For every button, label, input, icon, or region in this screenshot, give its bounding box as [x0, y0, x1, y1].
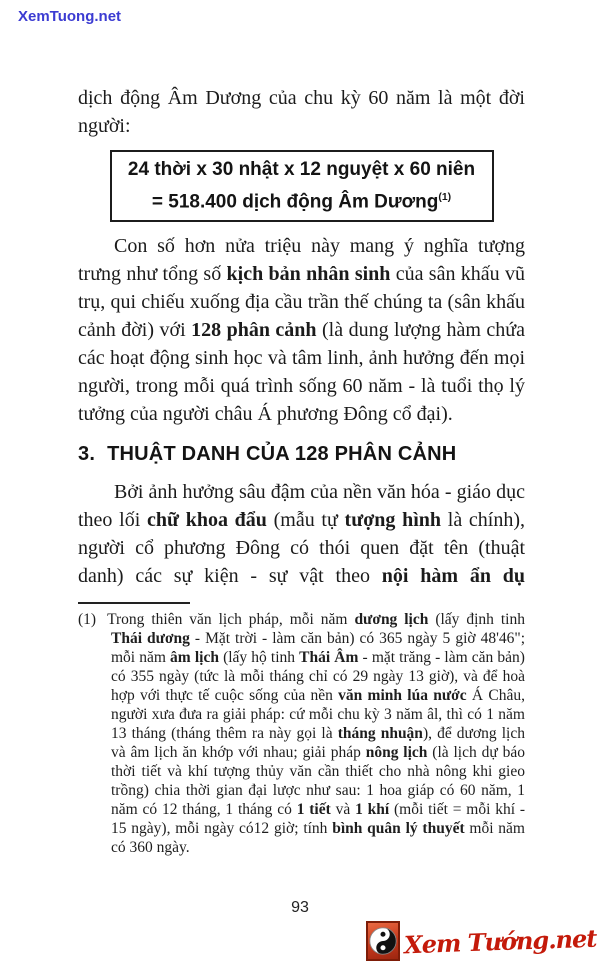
- section-number: 3.: [78, 443, 96, 466]
- yin-yang-icon: [366, 921, 400, 961]
- page-number: 93: [291, 899, 309, 916]
- formula-line-2: [118, 184, 486, 216]
- logo-text: Xem Tướng.net: [403, 923, 597, 959]
- paragraph-2: Con số hơn nửa triệu này mang ý nghĩa tượng trưng như tổng số kịch bản nhân sinh của sân khấu vũ trụ, qui chiếu xuống địa cầu trần thế chúng ta (sân khấu cảnh đời) với 128 phân cảnh (là dung lượng hàm chứa các hoạt động sinh học và tâm linh, ảnh hưởng đến mọi người, trong mỗi quá trình sống 60 năm - là tuổi thọ lý tưởng của người châu Á phương Đông cổ đại).: [78, 235, 526, 426]
- section-heading: [78, 442, 525, 466]
- footnote-text: [78, 610, 525, 857]
- formula-line-1: 24 thời x 30 nhật x 12 nguyệt x 60 niên: [127, 159, 476, 180]
- site-logo[interactable]: [366, 921, 596, 961]
- footnote-reference: (1): [438, 192, 452, 203]
- footnote-body: Trong thiên văn lịch pháp, mỗi năm dương lịch (lấy định tinh Thái dương - Mặt trời - làm căn bản) có 365 ngày 5 giờ 48'46"; mỗi năm âm lịch (lấy hộ tinh Thái Âm - mặt trăng - làm căn bản) có 355 ngày (tức là mỗi tháng chỉ có 29 ngày 13 giờ), và để hoà hợp với thực tế cuộc sống của nền văn minh lúa nước Á Châu, người xưa đưa ra giải pháp: cứ mỗi chu kỳ 3 năm âl, thì có 1 năm 13 tháng (tháng thêm ra này gọi là tháng nhuận), để dương lịch và âm lịch ăn khớp với nhau; giải pháp nông lịch (là lịch dự báo thời tiết và khí tượng thủy văn cần thiết cho nhà nông khi gieo trồng) chia thời gian đại lược như sau: 1 hoa giáp có 60 năm, 1 năm có 12 tháng, 1 tháng có 1 tiết và 1 khí (mỗi tiết = mỗi khí - 15 ngày), mỗi ngày có12 giờ; tính bình quân lý thuyết mỗi năm có 360 ngày.: [107, 611, 526, 857]
- footnote-separator: [78, 602, 190, 604]
- formula-box: [110, 150, 494, 222]
- footnote-marker: (1): [78, 611, 97, 629]
- formula-line-2-text: = 518.400 dịch động Âm Dương: [151, 191, 439, 213]
- footnote-block: [78, 602, 525, 857]
- section-title: THUẬT DANH CỦA 128 PHÂN CẢNH: [107, 443, 457, 466]
- watermark-link[interactable]: XemTuong.net: [18, 8, 122, 25]
- paragraph-continuation: dịch động Âm Dương của chu kỳ 60 năm là một đời người:: [78, 87, 525, 137]
- paragraph-3: Bởi ảnh hưởng sâu đậm của nền văn hóa - giáo dục theo lối chữ khoa đẩu (mẫu tự tượng hình là chính), người cổ phương Đông có thói quen đặt tên (thuật danh) các sự kiện - sự vật theo nội hàm ẩn dụ: [78, 481, 525, 588]
